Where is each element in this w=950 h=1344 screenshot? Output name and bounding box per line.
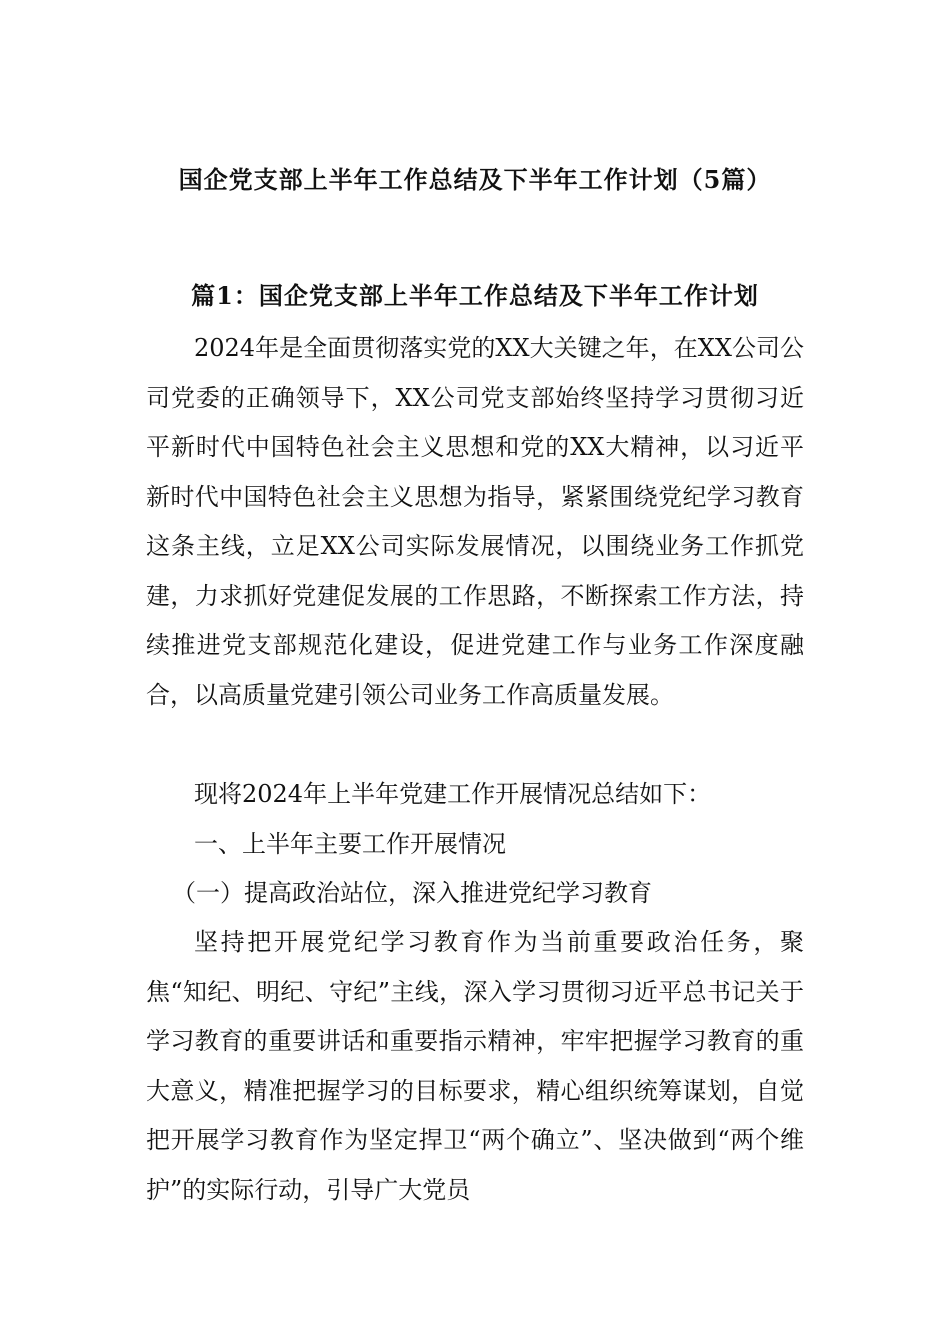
paragraph-body: 坚持把开展党纪学习教育作为当前重要政治任务，聚焦“知纪、明纪、守纪”主线，深入学习贯彻习近平总书记关于学习教育的重要讲话和重要指示精神，牢牢把握学习教育的重大意义，精准把握学习的目标要求，精心组织统筹谋划，自觉把开展学习教育作为坚定捍卫“两个确立”、坚决做到“两个维护”的实际行动，引导广大党员 [146,928,804,1204]
document-title: 国企党支部上半年工作总结及下半年工作计划（5篇） [178,165,772,194]
heading-level-2: （一）提高政治站位，深入推进党纪学习教育 [172,879,652,907]
heading-level-1: 一、上半年主要工作开展情况 [194,830,506,858]
section-title: 篇1：国企党支部上半年工作总结及下半年工作计划 [191,281,759,310]
paragraph-summary-intro: 现将2024年上半年党建工作开展情况总结如下： [194,780,712,808]
paragraph-intro: 2024年是全面贯彻落实党的XX大关键之年，在XX公司公司党委的正确领导下，XX公司党支部始终坚持学习贯彻习近平新时代中国特色社会主义思想和党的XX大精神，以习近平新时代中国特色社会主义思想为指导，紧紧围绕党纪学习教育这条主线，立足XX公司实际发展情况，以围绕业务工作抓党建，力求抓好党建促发展的工作思路，不断探索工作方法，持续推进党支部规范化建设，促进党建工作与业务工作深度融合，以高质量党建引领公司业务工作高质量发展。 [146,334,804,709]
